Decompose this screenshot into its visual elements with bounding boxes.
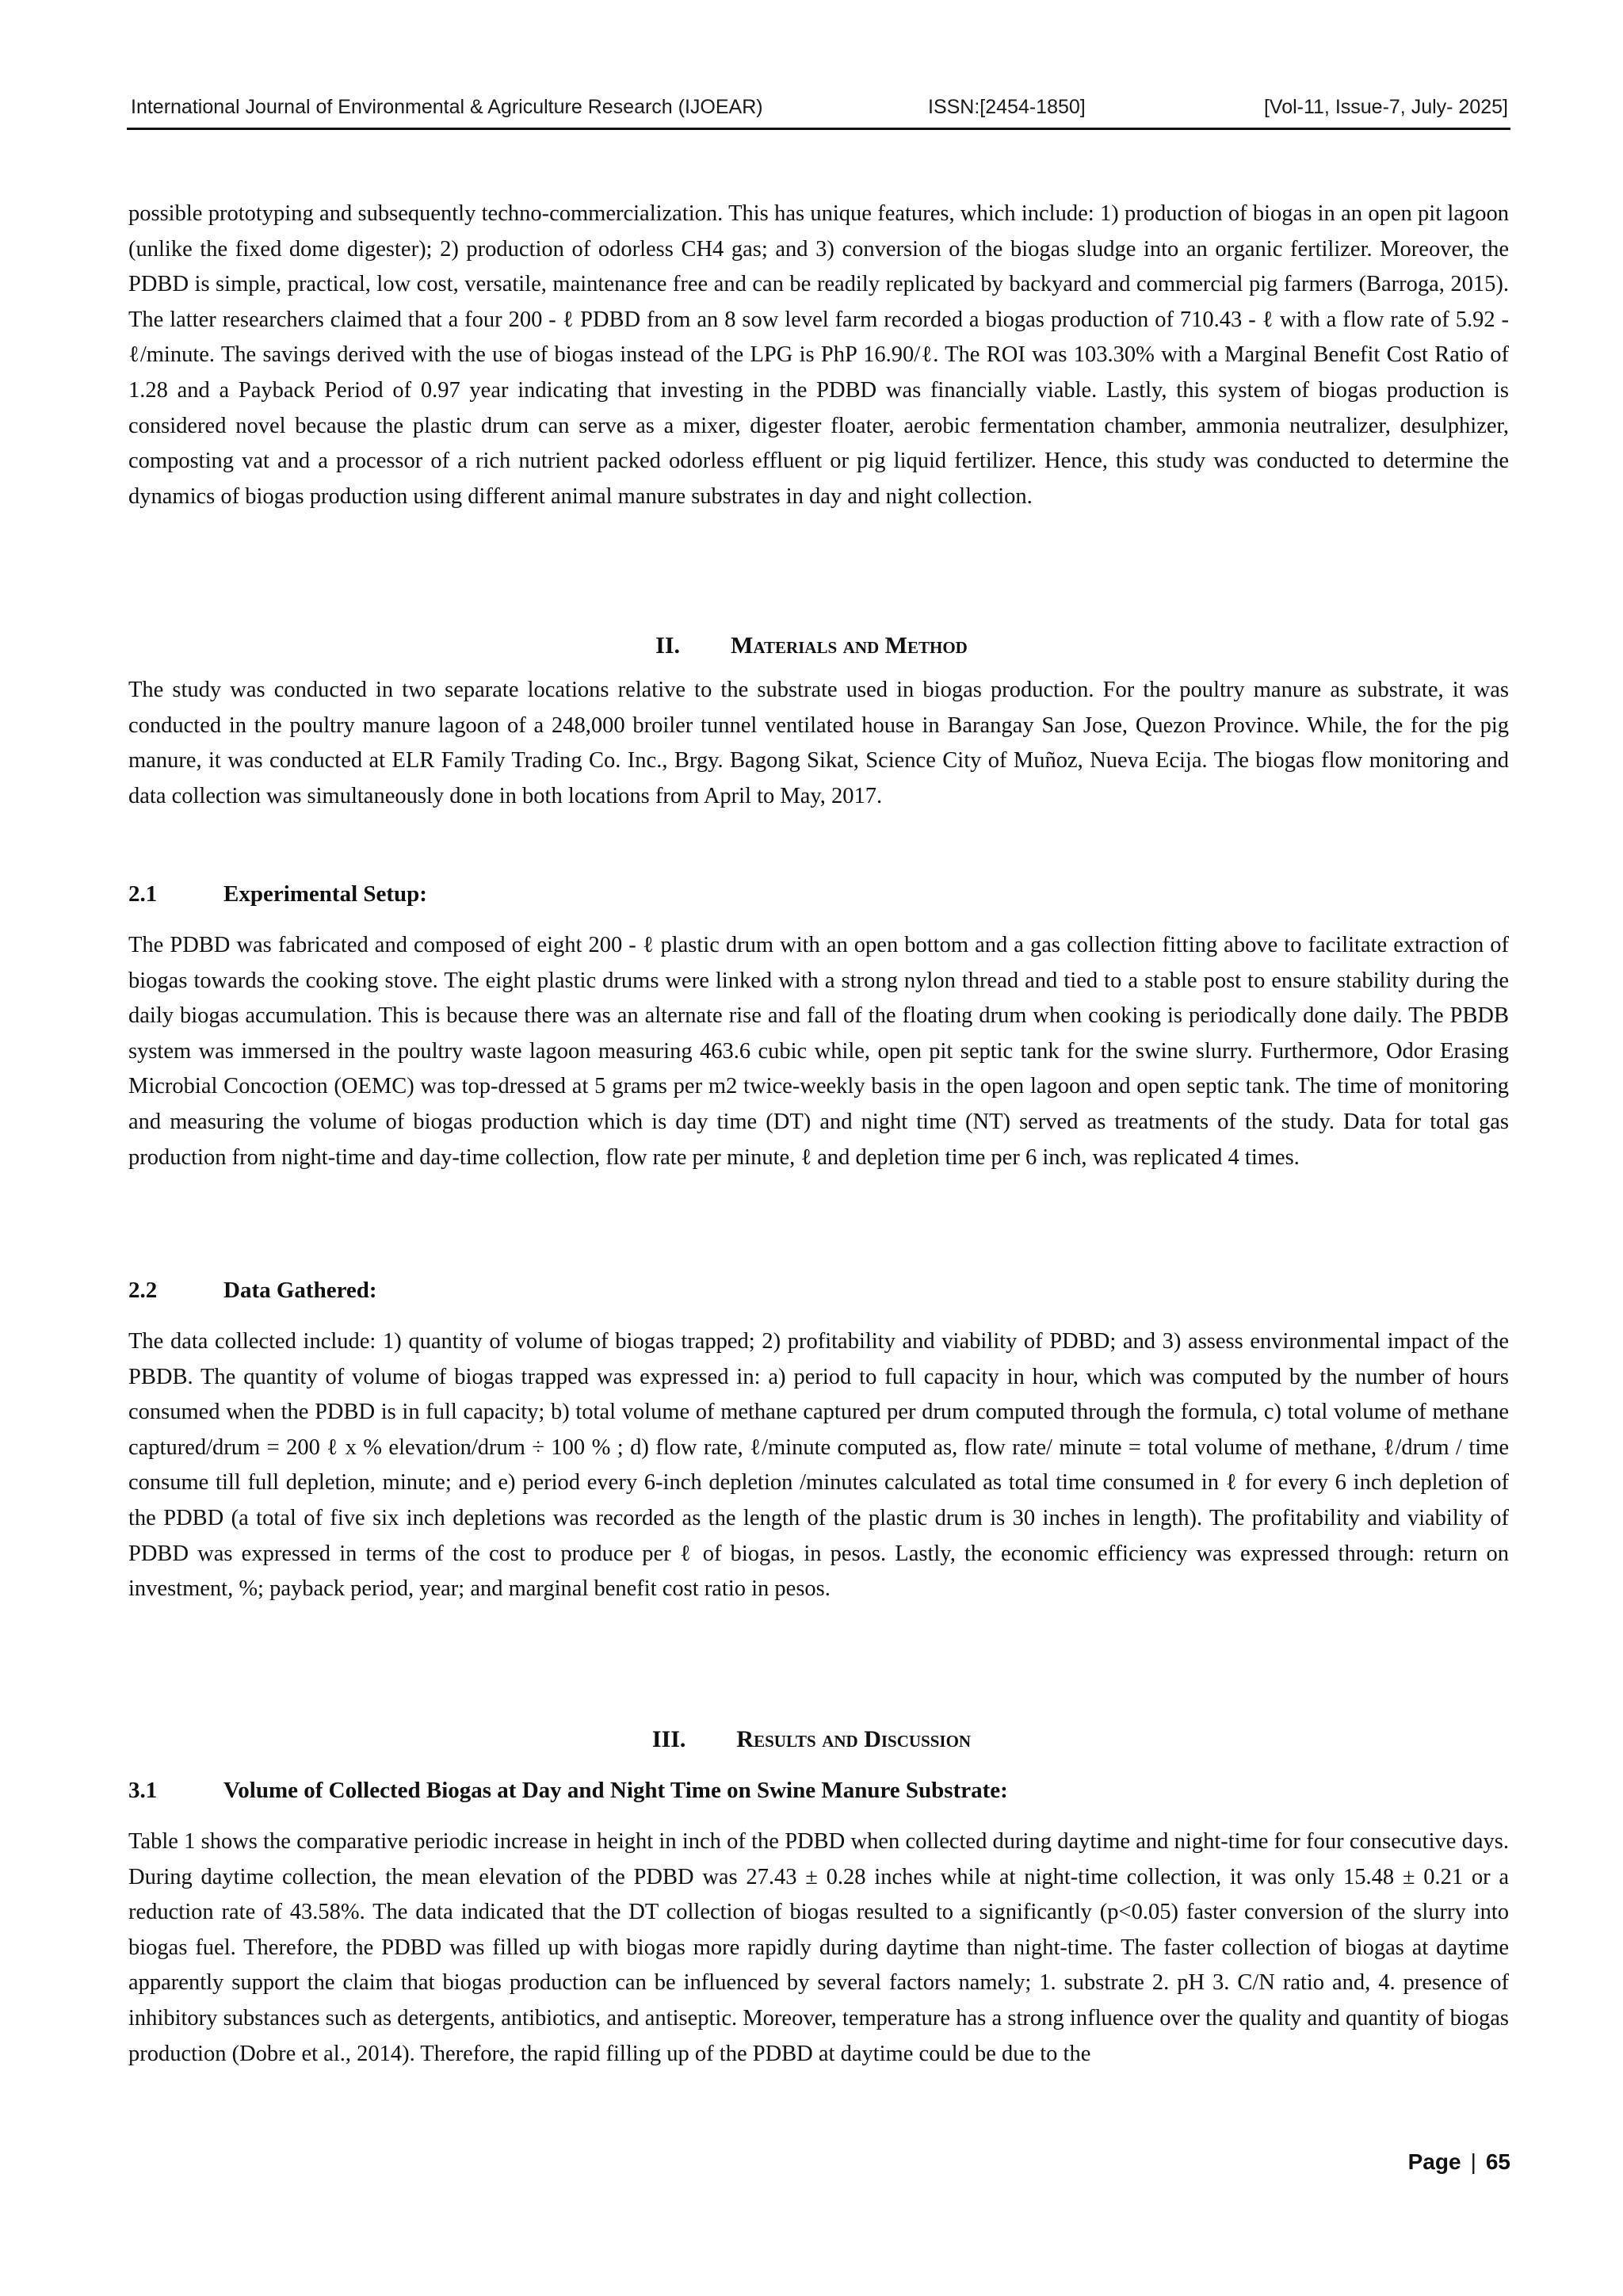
section-title: Results and Discussion bbox=[736, 1726, 972, 1752]
subsection-title: Experimental Setup: bbox=[223, 881, 427, 907]
page-label: Page bbox=[1407, 2149, 1461, 2174]
subsection-heading-data-gathered bbox=[128, 1278, 377, 1304]
volume-issue: [Vol-11, Issue-7, July- 2025] bbox=[1263, 96, 1508, 118]
materials-method-paragraph: The study was conducted in two separate locations relative to the substrate used in biogas production. For the poultry manure as substrate, it was conducted in the poultry manure lagoon of a 248,000 broiler tunnel ventilated house in Barangay San Jose, Quezon Province. While, the for the pig manure, it was conducted at ELR Family Trading Co. Inc., Brgy. Bagong Sikat, Science City of Muñoz, Nueva Ecija. The biogas flow monitoring and data collection was simultaneously done in both locations from April to May, 2017. bbox=[128, 678, 1509, 808]
subsection-heading-volume-biogas bbox=[128, 1778, 1008, 1804]
footer-separator: | bbox=[1470, 2149, 1476, 2174]
subsection-number: 2.1 bbox=[128, 881, 158, 907]
section-number: III. bbox=[651, 1726, 686, 1752]
subsection-number: 3.1 bbox=[128, 1778, 158, 1803]
section-heading-results-discussion bbox=[0, 1726, 1623, 1753]
subsection-heading-experimental-setup bbox=[128, 881, 427, 907]
subsection-title: Data Gathered: bbox=[223, 1278, 377, 1303]
page-footer bbox=[1408, 2149, 1510, 2175]
journal-name: International Journal of Environmental & Agriculture Research (IJOEAR) bbox=[131, 96, 763, 118]
issn: ISSN:[2454-1850] bbox=[928, 96, 1086, 118]
page-number: 65 bbox=[1485, 2149, 1510, 2174]
results-paragraph: Table 1 shows the comparative periodic increase in height in inch of the PDBD when collected during daytime and night-time for four consecutive days. During daytime collection, the mean elevation of the PDBD was 27.43 ± 0.28 inches while at night-time collection, it was only 15.48 ± 0.21 or a reduction rate of 43.58%. The data indicated that the DT collection of biogas resulted to a significantly (p<0.05) faster conversion of the slurry into biogas fuel. Therefore, the PDBD was filled up with biogas more rapidly during daytime than night-time. The faster collection of biogas at daytime apparently support the claim that biogas production can be influenced by several factors namely; 1. substrate 2. pH 3. C/N ratio and, 4. presence of inhibitory substances such as detergents, antibiotics, and antiseptic. Moreover, temperature has a strong influence over the quality and quantity of biogas production (Dobre et al., 2014). Therefore, the rapid filling up of the PDBD at daytime could be due to the bbox=[128, 1829, 1509, 2066]
data-gathered-paragraph: The data collected include: 1) quantity of volume of biogas trapped; 2) profitability and viability of PDBD; and 3) assess environmental impact of the PBDB. The quantity of volume of biogas trapped was expressed in: a) period to full capacity in hour, which was computed by the number of hours consumed when the PDBD is in full capacity; b) total volume of methane captured per drum computed through the formula, c) total volume of methane captured/drum = 200 ℓ x % elevation/drum ÷ 100 % ; d) flow rate, ℓ/minute computed as, flow rate/ minute = total volume of methane, ℓ/drum / time consume till full depletion, minute; and e) period every 6-inch depletion /minutes calculated as total time consumed in ℓ for every 6 inch depletion of the PDBD (a total of five six inch depletions was recorded as the length of the plastic drum is 30 inches in length). The profitability and viability of PDBD was expressed in terms of the cost to produce per ℓ of biogas, in pesos. Lastly, the economic efficiency was expressed through: return on investment, %; payback period, year; and marginal benefit cost ratio in pesos. bbox=[128, 1329, 1509, 1602]
section-number: II. bbox=[655, 632, 681, 659]
subsection-title: Volume of Collected Biogas at Day and Night Time on Swine Manure Substrate: bbox=[223, 1778, 1008, 1803]
subsection-number: 2.2 bbox=[128, 1278, 158, 1303]
running-header bbox=[131, 96, 1508, 128]
section-heading-materials-method bbox=[0, 632, 1623, 659]
section-title: Materials and Method bbox=[731, 632, 968, 659]
header-rule bbox=[127, 128, 1510, 130]
intro-paragraph: possible prototyping and subsequently techno-commercialization. This has unique features, which include: 1) production of biogas in an open pit lagoon (unlike the fixed dome digester); 2) production of odorless CH4 gas; and 3) conversion of the biogas sludge into an organic fertilizer. Moreover, the PDBD is simple, practical, low cost, versatile, maintenance free and can be readily replicated by backyard and commercial pig farmers (Barroga, 2015). The latter researchers claimed that a four 200 - ℓ PDBD from an 8 sow level farm recorded a biogas production of 710.43 - ℓ with a flow rate of 5.92 - ℓ/minute. The savings derived with the use of biogas instead of the LPG is PhP 16.90/ℓ. The ROI was 103.30% with a Marginal Benefit Cost Ratio of 1.28 and a Payback Period of 0.97 year indicating that investing in the PDBD was financially viable. Lastly, this system of biogas production is considered novel because the plastic drum can serve as a mixer, digester floater, aerobic fermentation chamber, ammonia neutralizer, desulphizer, composting vat and a processor of a rich nutrient packed odorless effluent or pig liquid fertilizer. Hence, this study was conducted to determine the dynamics of biogas production using different animal manure substrates in day and night collection. bbox=[128, 201, 1509, 509]
experimental-setup-paragraph: The PDBD was fabricated and composed of eight 200 - ℓ plastic drum with an open bottom and a gas collection fitting above to facilitate extraction of biogas towards the cooking stove. The eight plastic drums were linked with a strong nylon thread and tied to a stable post to ensure stability during the daily biogas accumulation. This is because there was an alternate rise and fall of the floating drum when cooking is periodically done daily. The PBDB system was immersed in the poultry waste lagoon measuring 463.6 cubic while, open pit septic tank for the swine slurry. Furthermore, Odor Erasing Microbial Concoction (OEMC) was top-dressed at 5 grams per m2 twice-weekly basis in the open lagoon and open septic tank. The time of monitoring and measuring the volume of biogas production which is day time (DT) and night time (NT) served as treatments of the study. Data for total gas production from night-time and day-time collection, flow rate per minute, ℓ and depletion time per 6 inch, was replicated 4 times. bbox=[128, 933, 1509, 1170]
